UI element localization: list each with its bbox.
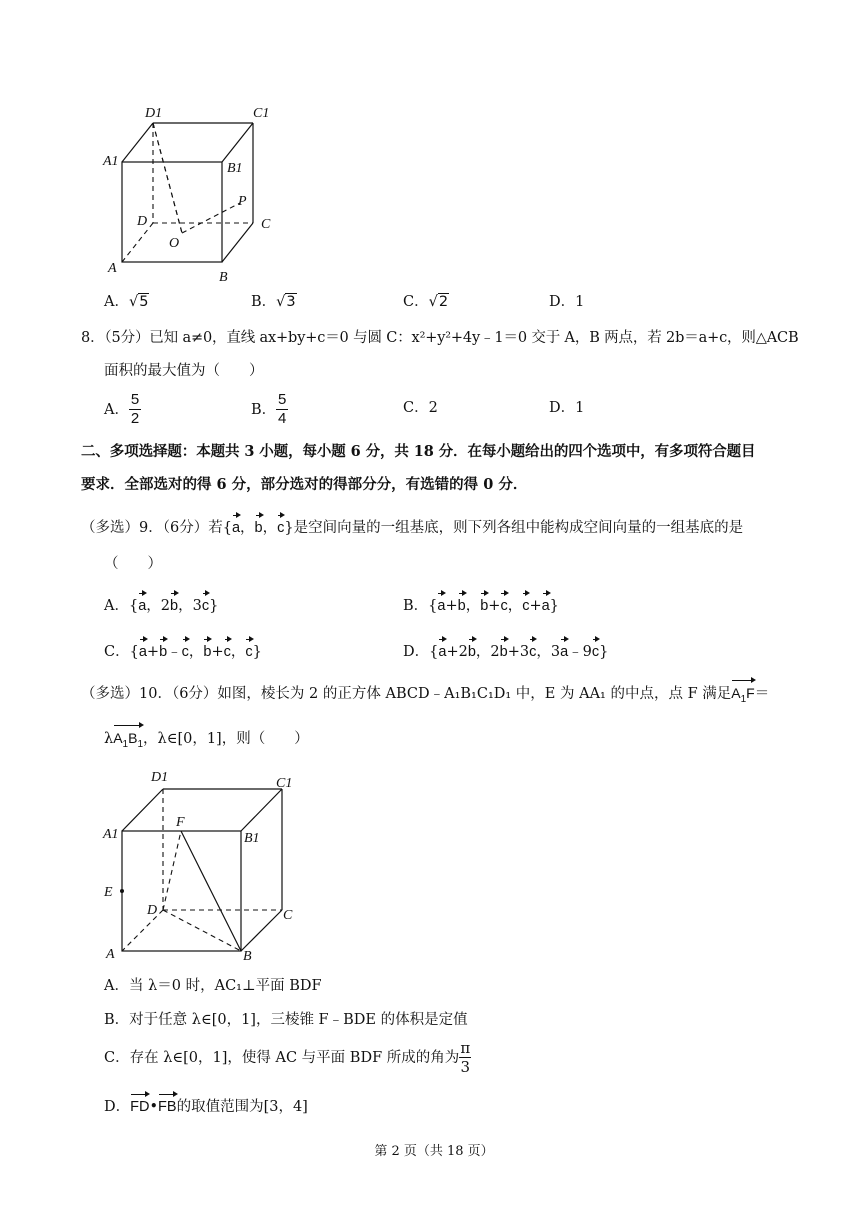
label-C1: C1 bbox=[276, 776, 293, 791]
label-P: P bbox=[238, 194, 247, 209]
page-footer: 第 2 页（共 18 页） bbox=[374, 1144, 494, 1159]
label-B1: B1 bbox=[244, 831, 260, 846]
section-2-heading-line1: 二、多项选择题：本题共 3 小题，每小题 6 分，共 18 分．在每小题给出的四个选项中，有多项符合题目 bbox=[81, 443, 756, 460]
q7-option-d: D．1 bbox=[549, 294, 585, 310]
label-A: A bbox=[106, 947, 115, 962]
q8-option-c: C．2 bbox=[403, 400, 438, 416]
label-B: B bbox=[219, 270, 228, 285]
q9-option-b: B．{a+b，b+c，c+a} bbox=[403, 598, 559, 614]
cube-figure-1 bbox=[95, 95, 285, 285]
label-A: A bbox=[108, 261, 117, 276]
q10-stem-line1: （多选）10．（6分）如图，棱长为 2 的正方体 ABCD﹣A₁B₁C₁D₁ 中，E 为 AA₁ 的中点，点 F 满足$A_1F=$ bbox=[81, 683, 769, 710]
q9-stem-line1: （多选）9．（6分）若{a，b，c}是空间向量的一组基底，则下列各组中能构成空间向量的一组基底的是 bbox=[81, 520, 744, 536]
q7-option-a: A．√5 bbox=[104, 294, 149, 310]
label-O: O bbox=[169, 236, 180, 251]
q9-stem-line2: （ ） bbox=[104, 556, 162, 572]
label-C1: C1 bbox=[253, 106, 270, 121]
q8-option-a: A． $\frac{5}{2}$ bbox=[104, 391, 140, 427]
q10-option-b: B．对于任意 λ∈[0，1]，三棱锥 F﹣BDE 的体积是定值 bbox=[104, 1012, 468, 1028]
cube-figure-2 bbox=[95, 762, 305, 972]
q9-option-d: D．{a+2b，2b+3c，3a﹣9c} bbox=[403, 644, 609, 660]
q10-option-a: A．当 λ＝0 时，AC₁⊥平面 BDF bbox=[104, 978, 322, 994]
q8-option-d: D．1 bbox=[549, 400, 585, 416]
q8-stem-line1: 8．（5分）已知 a≠0，直线 ax+by+c＝0 与圆 C：x²+y²+4y﹣1＝0 交于 A，B 两点，若 2b＝a+c，则△ACB bbox=[81, 330, 799, 346]
q8-stem-line2: 面积的最大值为（ ） bbox=[104, 363, 264, 379]
q10-option-d: D．FD•FB的取值范围为[3，4] bbox=[104, 1099, 308, 1115]
label-D: D bbox=[147, 903, 158, 918]
q10-stem-line2: $\lambda A_1B_1$，λ∈[0，1]，则（ ） bbox=[104, 728, 309, 755]
q8-option-b: B． $\frac{5}{4}$ bbox=[251, 391, 287, 427]
section-2-heading-line2: 要求．全部选对的得 6 分，部分选对的得部分分，有选错的得 0 分． bbox=[81, 476, 528, 493]
label-A1: A1 bbox=[103, 154, 119, 169]
q9-option-c: C．{a+b﹣c，b+c，c} bbox=[104, 644, 262, 660]
label-C: C bbox=[261, 217, 271, 232]
label-A1: A1 bbox=[103, 827, 119, 842]
label-E: E bbox=[104, 885, 113, 900]
q9-option-a: A．{a，2b，3c} bbox=[104, 598, 219, 614]
label-D: D bbox=[137, 214, 148, 229]
q7-option-c: C．√2 bbox=[403, 294, 449, 310]
label-B: B bbox=[243, 949, 252, 964]
q7-option-b: B．√3 bbox=[251, 294, 296, 310]
label-F: F bbox=[176, 815, 185, 830]
label-D1: D1 bbox=[151, 770, 169, 785]
q10-option-c: C．存在 λ∈[0，1]，使得 AC 与平面 BDF 所成的角为 $\frac{\pi}{3}$ bbox=[104, 1039, 471, 1076]
label-C: C bbox=[283, 908, 293, 923]
label-B1: B1 bbox=[227, 161, 243, 176]
label-D1: D1 bbox=[145, 106, 163, 121]
